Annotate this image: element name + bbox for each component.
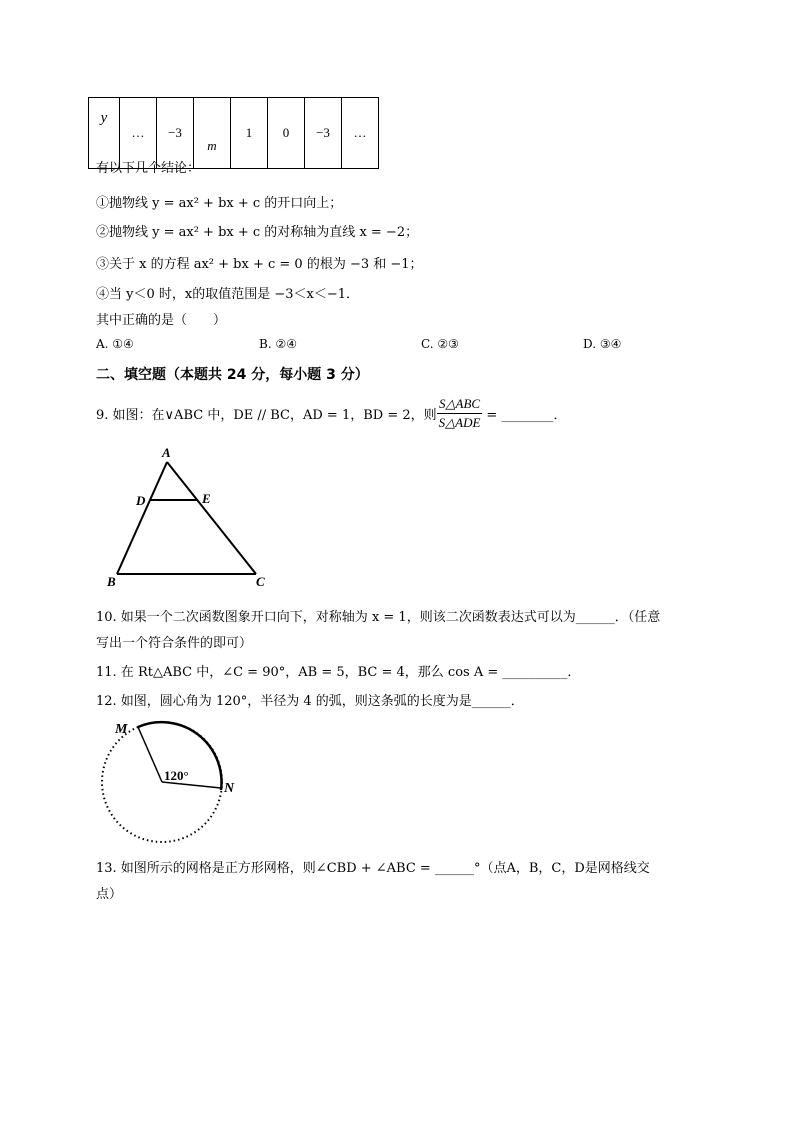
- question-12: 12. 如图，圆心角为 120°，半径为 4 的弧，则这条弧的长度为是______．: [96, 694, 524, 709]
- vertex-label-d: D: [136, 493, 146, 508]
- question-10-line-1: 10. 如果一个二次函数图象开口向下，对称轴为 x = 1，则该二次函数表达式可以为______．（任意: [96, 610, 661, 625]
- triangle-figure: [100, 440, 280, 592]
- ratio-fraction: [437, 396, 483, 431]
- section-heading: 二、填空题（本题共 24 分，每小题 3 分）: [96, 367, 369, 383]
- point-label-m: M: [115, 722, 128, 737]
- option-a: A. ①④: [96, 337, 134, 351]
- side-ac: [167, 462, 256, 574]
- table-cell: 0: [268, 98, 305, 169]
- vertex-label-b: B: [107, 574, 116, 589]
- question-9-tail: = ________．: [486, 408, 567, 423]
- point-label-n: N: [224, 781, 235, 796]
- conclusion-1: ①抛物线 y = ax² + bx + c 的开口向上；: [96, 196, 343, 211]
- radius-om: [138, 727, 162, 782]
- table-cell: −3: [157, 98, 194, 169]
- vertex-label-a: A: [162, 445, 171, 460]
- angle-label: 120°: [164, 768, 189, 783]
- fraction-numerator: S△ABC: [437, 396, 483, 414]
- option-d: D. ③④: [583, 337, 622, 351]
- vertex-label-e: E: [202, 491, 211, 506]
- option-c: C. ②③: [421, 337, 459, 351]
- conclusion-4: ④当 y＜0 时，x的取值范围是 −3＜x＜−1．: [96, 287, 360, 302]
- question-10-line-2: 写出一个符合条件的即可）: [96, 636, 253, 651]
- arc-figure: [95, 712, 245, 847]
- table-cell: …: [342, 98, 379, 169]
- question-13-line-1: 13. 如图所示的网格是正方形网格，则∠CBD + ∠ABC = ______°（点A，B，C，D是网格线交: [96, 861, 650, 876]
- fraction-denominator: S△ADE: [438, 415, 481, 430]
- table-cell: −3: [305, 98, 342, 169]
- side-ab: [117, 462, 167, 574]
- question-9-text: 9. 如图：在∨ABC 中，DE // BC，AD = 1，BD = 2，则: [96, 408, 437, 423]
- vertex-label-c: C: [256, 574, 265, 589]
- table-cell: 1: [231, 98, 268, 169]
- conclusion-2: ②抛物线 y = ax² + bx + c 的对称轴为直线 x = −2；: [96, 225, 419, 240]
- question-13-line-2: 点）: [96, 887, 123, 902]
- conclusion-3: ③关于 x 的方程 ax² + bx + c = 0 的根为 −3 和 −1；: [96, 257, 423, 272]
- question-11: 11. 在 Rt△ABC 中，∠C = 90°，AB = 5，BC = 4，那么 cos A = __________．: [96, 665, 581, 680]
- option-b: B. ②④: [259, 337, 297, 351]
- question-9: [96, 396, 566, 431]
- table-cell: …: [120, 98, 157, 169]
- question-prompt: 其中正确的是（ ）: [96, 313, 227, 328]
- table-row-label: y: [89, 98, 120, 169]
- table-cell: m: [194, 98, 231, 169]
- conclusions-intro: 有以下几个结论：: [96, 161, 201, 176]
